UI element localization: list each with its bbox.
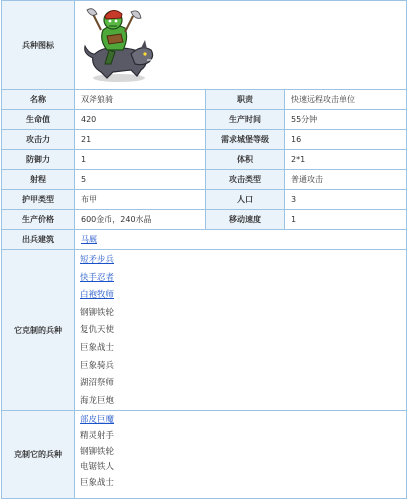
attack-type-value: 普通攻击: [285, 170, 407, 190]
counters-item: [80, 340, 406, 358]
countered-by-item: [80, 460, 406, 476]
stats-row-hp: [2, 110, 407, 130]
counters-unit-name: 巨象战士: [80, 342, 115, 353]
counters-label: 它克制的兵种: [2, 250, 75, 411]
countered-by-row: [2, 411, 407, 499]
icon-label: 兵种图标: [2, 1, 75, 90]
counters-unit-name: 钢铆铁轮: [80, 307, 115, 318]
defense-value: 1: [75, 150, 206, 170]
unit-icon-cell: [75, 1, 407, 90]
counters-item: [80, 322, 406, 340]
price-label: 生产价格: [2, 210, 75, 230]
countered-by-unit-name: 电锯铁人: [80, 462, 115, 473]
counters-unit-link[interactable]: 白袍牧师: [80, 290, 115, 301]
counters-item: [80, 252, 406, 270]
armor-label: 护甲类型: [2, 190, 75, 210]
stats-row-name: [2, 90, 407, 110]
counters-unit-name: 巨象骑兵: [80, 360, 115, 371]
hp-value: 420: [75, 110, 206, 130]
castle-level-value: 16: [285, 130, 407, 150]
counters-item: [80, 305, 406, 323]
counters-cell: [75, 250, 407, 411]
counters-unit-name: 复仇天使: [80, 325, 115, 336]
counters-item: [80, 393, 406, 411]
range-label: 射程: [2, 170, 75, 190]
counters-item: [80, 358, 406, 376]
move-speed-value: 1: [285, 210, 407, 230]
armor-value: 布甲: [75, 190, 206, 210]
countered-by-unit-link[interactable]: 部皮巨魔: [80, 415, 115, 426]
counters-list: [75, 250, 406, 410]
population-label: 人口: [206, 190, 285, 210]
building-row: [2, 230, 407, 250]
stats-row-defense: [2, 150, 407, 170]
attack-value: 21: [75, 130, 206, 150]
counters-item: [80, 287, 406, 305]
counters-item: [80, 375, 406, 393]
countered-by-item: [80, 413, 406, 429]
counters-unit-link[interactable]: 短矛步兵: [80, 255, 115, 265]
role-label: 职责: [206, 90, 285, 110]
countered-by-unit-name: 精灵射手: [80, 430, 115, 441]
castle-level-label: 需求城堡等级: [206, 130, 285, 150]
unit-info-page: [1, 0, 406, 497]
population-value: 3: [285, 190, 407, 210]
price-value: 600金币，240水晶: [75, 210, 206, 230]
countered-by-list: [75, 411, 406, 491]
countered-by-label: 克制它的兵种: [2, 411, 75, 499]
stats-row-price: [2, 210, 407, 230]
counters-unit-name: 海龙巨炮: [80, 395, 115, 406]
range-value: 5: [75, 170, 206, 190]
counters-unit-link[interactable]: 快手忍者: [80, 272, 115, 283]
countered-by-unit-name: 巨象战士: [80, 477, 115, 488]
stats-row-attack: [2, 130, 407, 150]
role-value: 快速远程攻击单位: [285, 90, 407, 110]
name-label: 名称: [2, 90, 75, 110]
building-link[interactable]: 马厩: [81, 235, 97, 244]
counters-unit-name: 湖沼祭师: [80, 378, 115, 389]
building-label: 出兵建筑: [2, 230, 75, 250]
stats-row-range: [2, 170, 407, 190]
countered-by-item: [80, 445, 406, 461]
countered-by-item: [80, 476, 406, 492]
counters-item: [80, 270, 406, 288]
countered-by-unit-name: 钢铆铁轮: [80, 446, 115, 457]
move-speed-label: 移动速度: [206, 210, 285, 230]
icon-row: [2, 1, 407, 90]
unit-info-table: [1, 0, 407, 499]
attack-type-label: 攻击类型: [206, 170, 285, 190]
countered-by-item: [80, 429, 406, 445]
name-value: 双斧狼骑: [75, 90, 206, 110]
orc-wolf-rider-icon: [79, 4, 155, 84]
attack-label: 攻击力: [2, 130, 75, 150]
defense-label: 防御力: [2, 150, 75, 170]
building-cell: [75, 230, 407, 250]
stats-row-armor: [2, 190, 407, 210]
size-label: 体积: [206, 150, 285, 170]
hp-label: 生命值: [2, 110, 75, 130]
size-value: 2*1: [285, 150, 407, 170]
build-time-value: 55分钟: [285, 110, 407, 130]
build-time-label: 生产时间: [206, 110, 285, 130]
countered-by-cell: [75, 411, 407, 499]
counters-row: [2, 250, 407, 411]
